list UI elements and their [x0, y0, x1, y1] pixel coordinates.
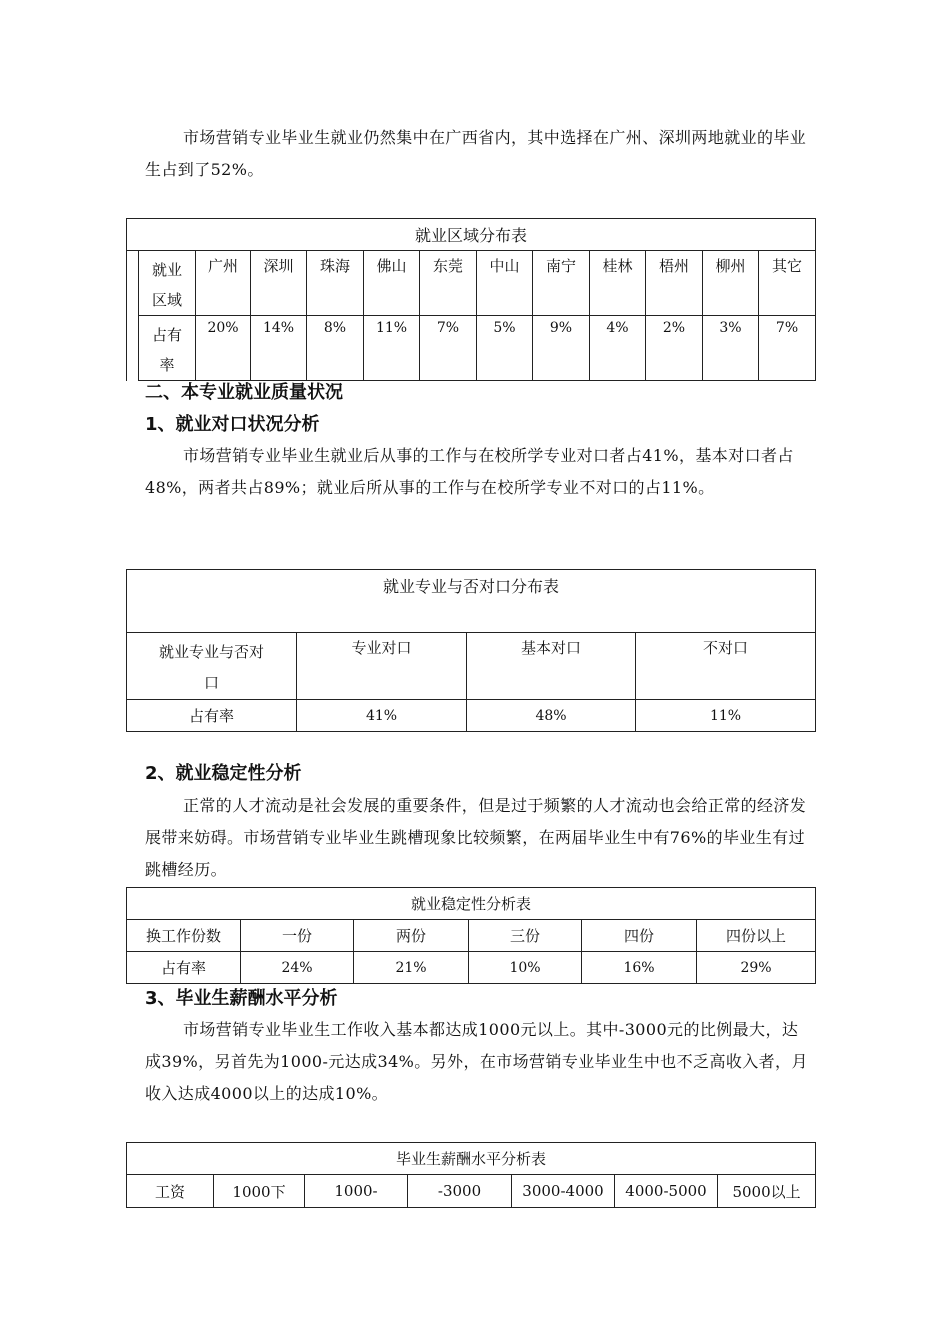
major-match-table: [126, 569, 816, 732]
column-header: 专业对口: [297, 633, 467, 700]
table-cell: 3%: [703, 316, 759, 381]
column-header: 不对口: [636, 633, 816, 700]
table-cell: 24%: [241, 952, 354, 984]
header-label: 工资: [127, 1175, 214, 1208]
salary-table: [126, 1142, 816, 1208]
intro-paragraph: 市场营销专业毕业生就业仍然集中在广西省内，其中选择在广州、深圳两地就业的毕业生占到了52%。: [145, 128, 807, 179]
column-header: 广州: [196, 251, 251, 316]
column-header: 佛山: [364, 251, 420, 316]
subsection-heading: 3、毕业生薪酬水平分析: [145, 988, 338, 1009]
table-cell: 14%: [251, 316, 307, 381]
table-cell: 9%: [533, 316, 590, 381]
table-title: 就业区域分布表: [127, 219, 816, 251]
match-paragraph: 市场营销专业毕业生就业后从事的工作与在校所学专业对口者占41%，基本对口者占48%，两者共占89%；就业后所从事的工作与在校所学专业不对口的占11%。: [145, 446, 794, 497]
subsection-heading: 2、就业稳定性分析: [145, 763, 302, 784]
column-header: 5000以上: [718, 1175, 816, 1208]
column-header: 东莞: [420, 251, 477, 316]
table-cell: 8%: [307, 316, 364, 381]
column-header: 1000-: [305, 1175, 408, 1208]
column-header: -3000: [408, 1175, 512, 1208]
region-distribution-table: [126, 218, 816, 381]
column-header: 3000-4000: [512, 1175, 615, 1208]
table-cell: 7%: [420, 316, 477, 381]
subsection-heading: 1、就业对口状况分析: [145, 414, 320, 435]
row-label: 占有 率: [139, 316, 196, 381]
table-cell: 4%: [590, 316, 646, 381]
table-cell: 21%: [354, 952, 469, 984]
column-header: 4000-5000: [615, 1175, 718, 1208]
table-cell: 5%: [477, 316, 533, 381]
column-header: 四份: [582, 920, 697, 952]
column-header: 四份以上: [697, 920, 816, 952]
table-cell: 7%: [759, 316, 816, 381]
column-header: 1000下: [214, 1175, 305, 1208]
column-header: 中山: [477, 251, 533, 316]
table-cell: 11%: [636, 700, 816, 732]
table-cell: 48%: [467, 700, 636, 732]
table-cell: 29%: [697, 952, 816, 984]
table-cell: 10%: [469, 952, 582, 984]
column-header: 其它: [759, 251, 816, 316]
row-label: 占有率: [127, 952, 241, 984]
column-header: 两份: [354, 920, 469, 952]
column-header: 柳州: [703, 251, 759, 316]
row-label: 占有率: [127, 700, 297, 732]
table-cell: 16%: [582, 952, 697, 984]
section-heading: 二、本专业就业质量状况: [145, 382, 343, 403]
stability-table: [126, 887, 816, 984]
stability-paragraph: 正常的人才流动是社会发展的重要条件，但是过于频繁的人才流动也会给正常的经济发展带来妨碍。市场营销专业毕业生跳槽现象比较频繁，在两届毕业生中有76%的毕业生有过跳槽经历。: [145, 796, 807, 879]
table-cell: 20%: [196, 316, 251, 381]
table-cell: 11%: [364, 316, 420, 381]
table-title: 就业稳定性分析表: [127, 888, 816, 920]
table-cell: 2%: [646, 316, 703, 381]
table-title: 就业专业与否对口分布表: [127, 570, 816, 633]
column-header: 珠海: [307, 251, 364, 316]
column-header: 一份: [241, 920, 354, 952]
header-label: 就业专业与否对 口: [127, 633, 297, 700]
column-header: 梧州: [646, 251, 703, 316]
column-header: 深圳: [251, 251, 307, 316]
header-label: 换工作份数: [127, 920, 241, 952]
table-title: 毕业生薪酬水平分析表: [127, 1143, 816, 1175]
column-header: 三份: [469, 920, 582, 952]
salary-paragraph: 市场营销专业毕业生工作收入基本都达成1000元以上。其中-3000元的比例最大，达成39%，另首先为1000-元达成34%。另外，在市场营销专业毕业生中也不乏高收入者，月收入达成4000以上的达成10%。: [145, 1020, 808, 1103]
column-header: 南宁: [533, 251, 590, 316]
column-header: 桂林: [590, 251, 646, 316]
header-label: 就业 区域: [139, 251, 196, 316]
column-header: 基本对口: [467, 633, 636, 700]
table-cell: 41%: [297, 700, 467, 732]
